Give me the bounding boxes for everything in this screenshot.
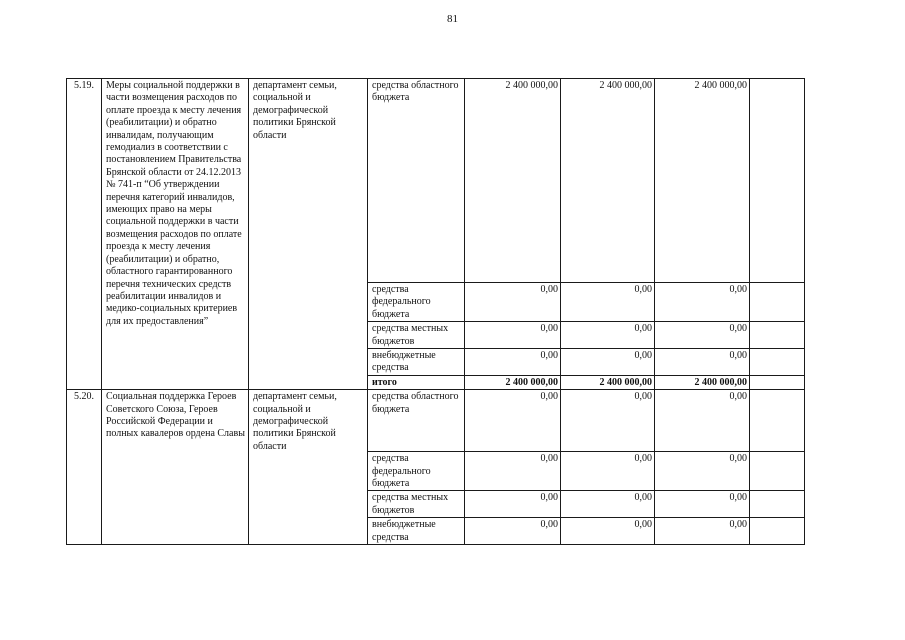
amount-year-1: 0,00 [465, 491, 561, 518]
table-row [67, 79, 805, 283]
amount-year-2: 0,00 [561, 390, 655, 452]
amount-year-3: 0,00 [655, 349, 750, 376]
extra-cell [750, 322, 805, 349]
executor: департамент семьи, социальной и демографической политики Брянской области [249, 79, 368, 390]
funding-source: средства областного бюджета [368, 79, 465, 283]
page-number: 81 [447, 13, 458, 25]
table-row [67, 390, 805, 452]
amount-year-3: 0,00 [655, 322, 750, 349]
funding-source: средства федерального бюджета [368, 452, 465, 491]
funding-source: средства областного бюджета [368, 390, 465, 452]
total-year-3: 2 400 000,00 [655, 375, 750, 389]
amount-year-3: 2 400 000,00 [655, 79, 750, 283]
total-year-1: 2 400 000,00 [465, 375, 561, 389]
amount-year-1: 0,00 [465, 349, 561, 376]
amount-year-3: 0,00 [655, 283, 750, 322]
amount-year-1: 0,00 [465, 322, 561, 349]
amount-year-1: 0,00 [465, 518, 561, 545]
amount-year-2: 0,00 [561, 322, 655, 349]
extra-cell [750, 491, 805, 518]
measure-name: Социальная поддержка Героев Советского Союза, Героев Российской Федерации и полных кавалеров ордена Славы [102, 390, 249, 545]
amount-year-3: 0,00 [655, 518, 750, 545]
amount-year-3: 0,00 [655, 452, 750, 491]
amount-year-2: 0,00 [561, 349, 655, 376]
measure-name: Меры социальной поддержки в части возмещения расходов по оплате проезда к месту лечения (реабилитации) и обратно инвалидам, получающим гемодиализ в соответствии с постановлением Правительства Брянской области от 24.12.2013 № 741-п “Об утверждении перечня категорий инвалидов, имеющих право на меры социальной поддержки в части возмещения расходов по оплате проезда к месту лечения (реабилитации) и обратно, областного гарантированного перечня технических средств реабилитации инвалидов и медико-социальных критериев для их предоставления” [102, 79, 249, 390]
extra-cell [750, 283, 805, 322]
item-number: 5.20. [67, 390, 102, 545]
extra-cell [750, 390, 805, 452]
extra-cell [750, 518, 805, 545]
amount-year-1: 0,00 [465, 390, 561, 452]
amount-year-2: 0,00 [561, 283, 655, 322]
total-year-2: 2 400 000,00 [561, 375, 655, 389]
funding-source: средства местных бюджетов [368, 322, 465, 349]
amount-year-2: 0,00 [561, 452, 655, 491]
extra-cell [750, 79, 805, 283]
amount-year-1: 0,00 [465, 283, 561, 322]
item-number: 5.19. [67, 79, 102, 390]
amount-year-2: 2 400 000,00 [561, 79, 655, 283]
amount-year-3: 0,00 [655, 390, 750, 452]
budget-table [66, 78, 805, 545]
total-label: итого [368, 375, 465, 389]
amount-year-1: 2 400 000,00 [465, 79, 561, 283]
funding-source: внебюджетные средства [368, 518, 465, 545]
funding-source: средства местных бюджетов [368, 491, 465, 518]
amount-year-3: 0,00 [655, 491, 750, 518]
amount-year-2: 0,00 [561, 518, 655, 545]
extra-cell [750, 349, 805, 376]
funding-source: средства федерального бюджета [368, 283, 465, 322]
funding-source: внебюджетные средства [368, 349, 465, 376]
amount-year-2: 0,00 [561, 491, 655, 518]
extra-cell [750, 452, 805, 491]
amount-year-1: 0,00 [465, 452, 561, 491]
executor: департамент семьи, социальной и демографической политики Брянской области [249, 390, 368, 545]
extra-cell [750, 375, 805, 389]
